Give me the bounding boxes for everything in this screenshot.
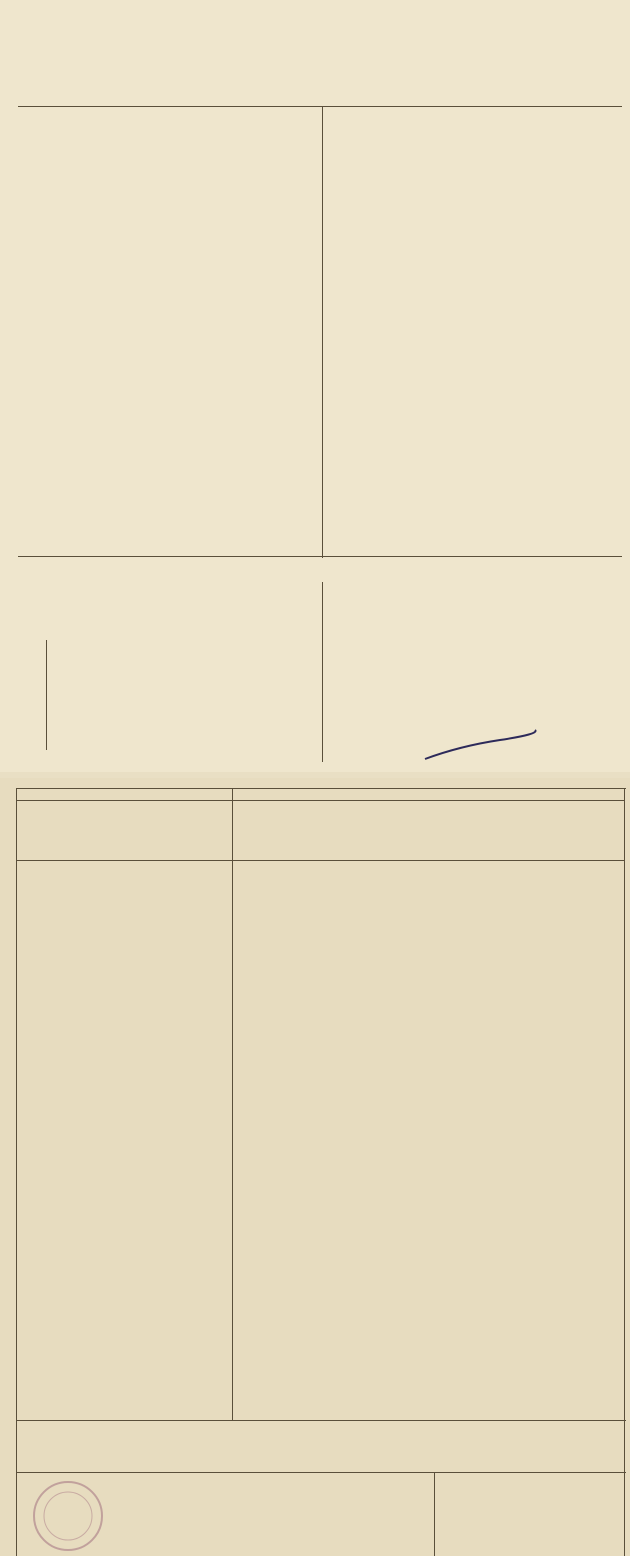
table-bottom-border — [16, 1420, 626, 1421]
lower-sheet — [0, 778, 630, 1556]
top-sheet — [0, 0, 630, 772]
frame-top — [18, 106, 622, 107]
school-title-line — [232, 800, 624, 801]
frame-orientation-top — [18, 556, 622, 557]
header — [0, 6, 630, 102]
school-stamp-icon — [18, 1476, 108, 1556]
frame-orientation-divider — [322, 582, 323, 762]
psych-profile-chart — [0, 778, 232, 1420]
footer-mid-divider — [434, 1472, 435, 1556]
footer-divider — [16, 1472, 626, 1473]
inclinations-label — [22, 636, 42, 760]
frame-mid-divider — [322, 106, 323, 558]
signature-stroke-icon — [420, 724, 540, 764]
inclinations-brace — [46, 640, 47, 750]
psych-school-divider — [232, 788, 233, 1420]
school-header-line — [232, 860, 624, 861]
table-right-border — [624, 788, 625, 1556]
